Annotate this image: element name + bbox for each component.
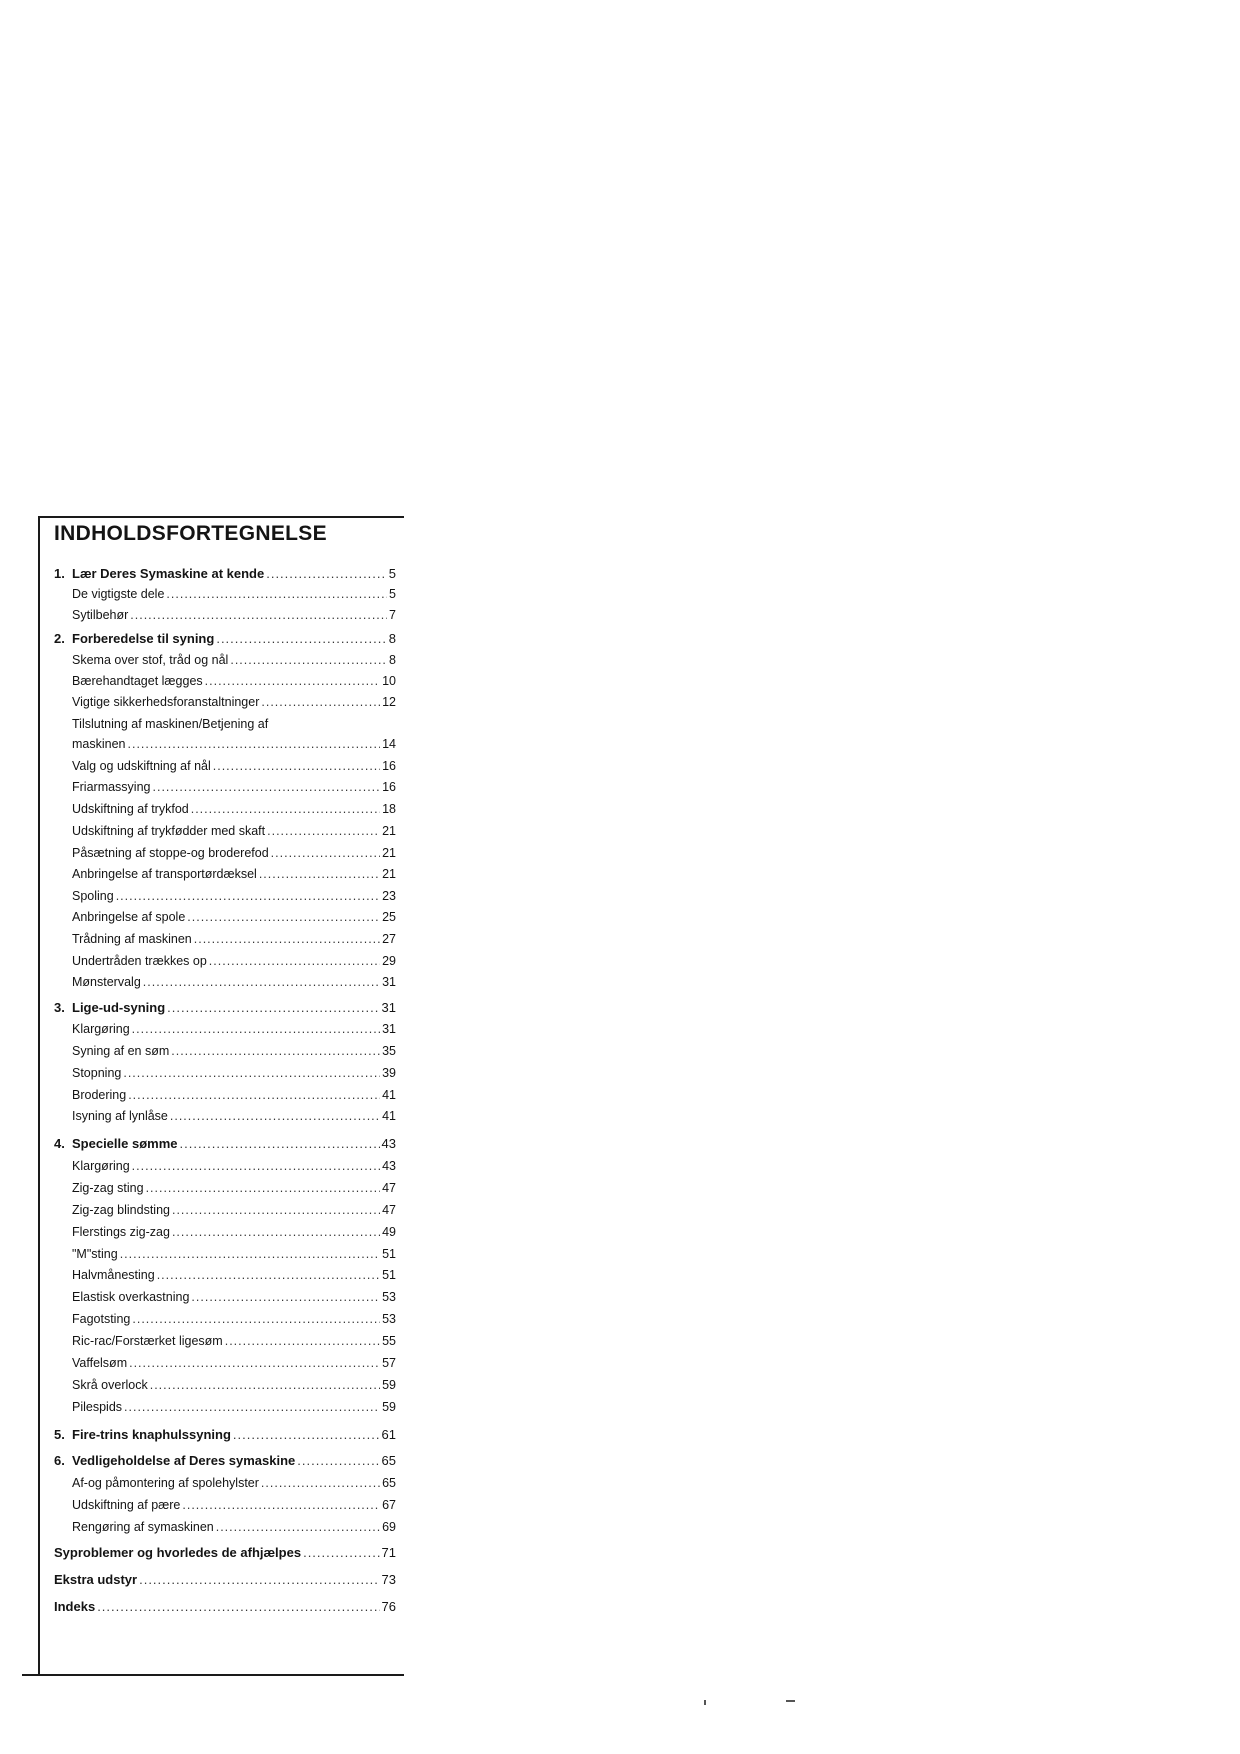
toc-section-number: 6. [54,1453,65,1468]
toc-page-number: 65 [381,1453,396,1468]
dot-leader [182,1497,380,1513]
toc-entry-title: Specielle sømme [72,1136,178,1151]
toc-entry-title: Halvmånesting [72,1268,155,1282]
toc-entry-title: Skema over stof, tråd og nål [72,653,229,667]
dot-leader [172,1224,380,1240]
toc-entry-title: Valg og udskiftning af nål [72,759,211,773]
toc-entry-title: Friarmassying [72,780,151,794]
dot-leader [123,1065,380,1081]
toc-entry-title: Anbringelse af transportørdæksel [72,867,257,881]
toc-entry-title: Lær Deres Symaskine at kende [72,566,265,581]
toc-page-number: 8 [389,653,396,667]
toc-subentry [72,974,396,990]
toc-page-number: 67 [382,1498,396,1512]
top-rule [38,516,404,518]
toc-entry-title: Isyning af lynlåse [72,1109,168,1123]
toc-subentry [72,586,396,602]
toc-page-number: 16 [382,759,396,773]
toc-page-number: 43 [381,1136,396,1151]
dot-leader [132,1021,380,1037]
toc-page-number: 18 [382,802,396,816]
toc-entry-title: Syproblemer og hvorledes de afhjælpes [54,1545,302,1560]
toc-page-number: 41 [382,1088,396,1102]
toc-page-number: 76 [381,1599,396,1614]
toc-subentry [72,1377,396,1393]
toc-entry-title: Stopning [72,1066,122,1080]
toc-subentry [72,1087,396,1103]
toc-subentry [72,1065,396,1081]
toc-title: INDHOLDSFORTEGNELSE [54,522,327,545]
toc-subentry [72,1355,396,1371]
toc-entry [54,566,396,582]
toc-entry [54,1599,396,1615]
toc-page-number: 31 [381,1000,396,1015]
dot-leader [128,736,381,752]
toc-page-number: 47 [382,1203,396,1217]
dot-leader [116,888,380,904]
toc-entry-title: maskinen [72,737,126,751]
toc-entry-title: Udskiftning af pære [72,1498,181,1512]
dot-leader [230,652,387,668]
dot-leader [271,845,380,861]
toc-page-number: 35 [382,1044,396,1058]
toc-subentry [72,1180,396,1196]
toc-entry-title: Pilespids [72,1400,123,1414]
toc-section-number: 1. [54,566,65,581]
toc-subentry [72,1497,396,1513]
toc-page-number: 61 [381,1427,396,1442]
toc-entry [54,1572,396,1588]
toc-entry-title: Lige-ud-syning [72,1000,166,1015]
toc-entry-title: Tilslutning af maskinen/Betjening af [72,717,269,731]
dot-leader [267,823,380,839]
toc-entry-title: Rengøring af symaskinen [72,1520,214,1534]
toc-entry-title: Anbringelse af spole [72,910,186,924]
toc-page-number: 39 [382,1066,396,1080]
toc-page-number: 49 [382,1225,396,1239]
toc-entry [54,1427,396,1443]
toc-entry-title: Forberedelse til syning [72,631,215,646]
toc-subentry [72,1246,396,1262]
dot-leader [97,1599,379,1615]
toc-entry-title: Trådning af maskinen [72,932,192,946]
toc-entry-title: Fagotsting [72,1312,131,1326]
toc-page-number: 12 [382,695,396,709]
toc-page-number: 59 [382,1400,396,1414]
dot-leader [191,801,380,817]
toc-page-number: 53 [382,1290,396,1304]
toc-page-number: 21 [382,867,396,881]
toc-subentry [72,607,396,623]
dot-leader [180,1136,380,1152]
dot-leader [259,866,380,882]
toc-entry-title: Påsætning af stoppe-og broderefod [72,846,269,860]
dot-leader [153,779,381,795]
dot-leader [266,566,387,582]
toc-page-number: 57 [382,1356,396,1370]
toc-subentry [72,1519,396,1535]
toc-page-number: 59 [382,1378,396,1392]
dot-leader [261,1475,380,1491]
toc-entry-title: Klargøring [72,1022,130,1036]
toc-subentry [72,716,396,732]
toc-entry-title: "M"sting [72,1247,118,1261]
toc-subentry [72,1289,396,1305]
toc-section-number: 2. [54,631,65,646]
dot-leader [216,631,386,647]
dot-leader [225,1333,380,1349]
dot-leader [120,1246,380,1262]
dot-leader [157,1267,380,1283]
toc-page-number: 21 [382,824,396,838]
dot-leader [128,1087,380,1103]
toc-entry-title: Vedligeholdelse af Deres symaskine [72,1453,296,1468]
toc-subentry [72,866,396,882]
toc-page-number: 71 [381,1545,396,1560]
dot-leader [143,974,380,990]
toc-entry [54,1000,396,1016]
toc-entry-title: Indeks [54,1599,96,1614]
toc-entry-title: Udskiftning af trykfødder med skaft [72,824,266,838]
toc-subentry [72,736,396,752]
toc-subentry [72,953,396,969]
toc-section-number: 3. [54,1000,65,1015]
toc-page-number: 73 [381,1572,396,1587]
dot-leader [171,1043,380,1059]
toc-page-number: 31 [382,1022,396,1036]
dot-leader [213,758,380,774]
toc-subentry [72,694,396,710]
scan-speck [704,1700,706,1705]
toc-page-number: 53 [382,1312,396,1326]
toc-entry-title: Zig-zag blindsting [72,1203,170,1217]
toc-subentry [72,1021,396,1037]
toc-section-number: 4. [54,1136,65,1151]
toc-page-number: 14 [382,737,396,751]
toc-page-number: 21 [382,846,396,860]
toc-page-number: 25 [382,910,396,924]
dot-leader [139,1572,379,1588]
dot-leader [191,1289,380,1305]
table-of-contents [38,516,404,1676]
left-rule [38,516,40,1676]
dot-leader [216,1519,380,1535]
toc-page-number: 5 [389,587,396,601]
toc-page-number: 29 [382,954,396,968]
toc-subentry [72,909,396,925]
toc-entry-title: Zig-zag sting [72,1181,144,1195]
toc-subentry [72,652,396,668]
dot-leader [297,1453,379,1469]
toc-entry-title: Ric-rac/Forstærket ligesøm [72,1334,223,1348]
toc-page-number: 65 [382,1476,396,1490]
dot-leader [170,1108,380,1124]
toc-subentry [72,1158,396,1174]
toc-page-number: 41 [382,1109,396,1123]
toc-entry-title: Flerstings zig-zag [72,1225,170,1239]
toc-entry-title: De vigtigste dele [72,587,165,601]
toc-page-number: 16 [382,780,396,794]
toc-entry-title: Vaffelsøm [72,1356,128,1370]
toc-subentry [72,673,396,689]
toc-subentry [72,823,396,839]
toc-entry-title: Spoling [72,889,114,903]
toc-entry-title: Udskiftning af trykfod [72,802,189,816]
toc-entry-title: Elastisk overkastning [72,1290,190,1304]
dot-leader [146,1180,381,1196]
toc-subentry [72,779,396,795]
dot-leader [209,953,380,969]
toc-entry-title: Syning af en søm [72,1044,170,1058]
toc-page-number: 55 [382,1334,396,1348]
toc-page-number: 47 [382,1181,396,1195]
toc-page-number: 51 [382,1268,396,1282]
toc-entry-title: Fire-trins knaphulssyning [72,1427,231,1442]
bottom-rule [22,1674,404,1676]
scan-speck [786,1700,795,1702]
toc-entry-title: Mønstervalg [72,975,141,989]
toc-entry-title: Vigtige sikkerhedsforanstaltninger [72,695,260,709]
toc-page-number: 23 [382,889,396,903]
toc-entry-title: Sytilbehør [72,608,129,622]
toc-subentry [72,1475,396,1491]
dot-leader [124,1399,380,1415]
toc-section-number: 5. [54,1427,65,1442]
toc-subentry [72,801,396,817]
toc-subentry [72,888,396,904]
toc-subentry [72,931,396,947]
toc-entry [54,631,396,647]
dot-leader [205,673,380,689]
dot-leader [172,1202,380,1218]
toc-page-number: 10 [382,674,396,688]
toc-entry [54,1545,396,1561]
toc-page-number: 5 [388,566,396,581]
dot-leader [130,607,387,623]
toc-subentry [72,758,396,774]
dot-leader [132,1158,380,1174]
toc-subentry [72,1399,396,1415]
toc-entry-title: Ekstra udstyr [54,1572,138,1587]
dot-leader [187,909,380,925]
toc-entry-title: Undertråden trækkes op [72,954,207,968]
toc-subentry [72,1108,396,1124]
toc-entry-title: Bærehandtaget lægges [72,674,203,688]
toc-subentry [72,1311,396,1327]
dot-leader [167,1000,379,1016]
dot-leader [233,1427,380,1443]
toc-page-number: 31 [382,975,396,989]
toc-entry-title: Brodering [72,1088,127,1102]
toc-page-number: 27 [382,932,396,946]
toc-subentry [72,1333,396,1349]
toc-subentry [72,845,396,861]
toc-page-number: 51 [382,1247,396,1261]
toc-subentry [72,1202,396,1218]
toc-entry-title: Af-og påmontering af spolehylster [72,1476,259,1490]
toc-page-number: 69 [382,1520,396,1534]
dot-leader [132,1311,380,1327]
toc-entry-title: Skrå overlock [72,1378,148,1392]
toc-entry-title: Klargøring [72,1159,130,1173]
dot-leader [194,931,380,947]
toc-page-number: 8 [388,631,396,646]
toc-subentry [72,1267,396,1283]
toc-entry [54,1136,396,1152]
toc-subentry [72,1224,396,1240]
toc-page-number: 43 [382,1159,396,1173]
toc-page-number: 7 [389,608,396,622]
toc-entry [54,1453,396,1469]
dot-leader [166,586,387,602]
dot-leader [303,1545,379,1561]
toc-subentry [72,1043,396,1059]
dot-leader [261,694,380,710]
dot-leader [150,1377,380,1393]
dot-leader [129,1355,380,1371]
